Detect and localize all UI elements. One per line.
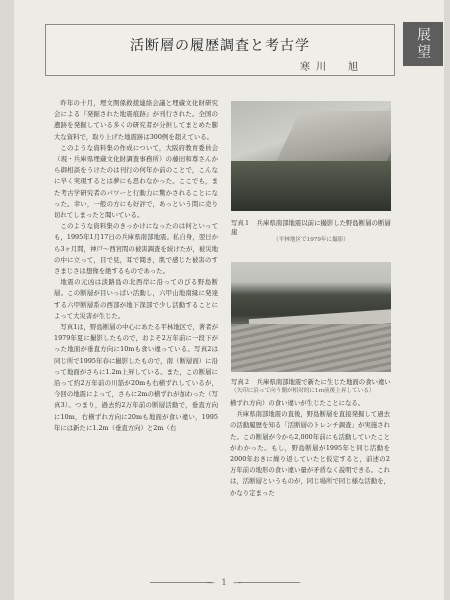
paragraph: このような資料集の作成について，大阪府教育委員会（現・兵庫県埋蔵文化財調査事務所）の藤田和尊さんから御相談をうけたのは刊行の何年か前のことで，こんなに早く実現するとは夢にも思わなかった。ここでも，また考古学研究者のパワーと行動力に驚かされることになった。幸い，一般の方にも好評で，あっという間に売り切れてしまったと聞いている。 bbox=[54, 143, 218, 220]
article-title: 活断層の履歴調査と考古学 bbox=[130, 38, 310, 54]
title-box bbox=[45, 24, 395, 76]
paragraph: 地震の元凶は淡路島の北西岸に沿ってのびる野島断層。この断層が目いっぱい活動し，六甲山地南縁に発達する六甲断層系の西部が地下深部で少し活動することによって大災害が生じた。 bbox=[54, 278, 218, 320]
rice-field bbox=[231, 324, 391, 372]
author-name: 寒川 旭 bbox=[300, 62, 364, 73]
left-column bbox=[54, 98, 218, 566]
paragraph: 横ずれ方向）の食い違いが生じたことになる。 bbox=[230, 399, 365, 407]
photo-2-ground-offset bbox=[231, 262, 391, 372]
page-number: — 1 — bbox=[206, 578, 244, 587]
paragraph: 昨年の十月，埋文関係救援連絡会議と埋蔵文化財研究会による『発掘された地震痕跡』が刊行された。全国の遺跡を発掘している多くの研究者が分担してまとめた膨大な資料で，取り上げた地震跡は300例を超えている。 bbox=[54, 99, 218, 141]
caption-title: 写真２ 兵庫県南部地震で新たに生じた地面の食い違い bbox=[231, 378, 391, 386]
photo-1-caption bbox=[231, 219, 391, 245]
photo-2-caption bbox=[231, 378, 391, 395]
section-tab: 展望 bbox=[403, 22, 443, 66]
caption-note: （平林地区で1979年に撮影） bbox=[273, 237, 349, 243]
paragraph: このような資料集のきっかけになったのは何といっても，1995年1月17日の兵庫県南部地震。私自身，翌日から3ヶ月間，神戸～西宮間の被害調査を続けたが，被災地の中に立って，目で見，耳で聞き，肌で感じた被害のすさまじさは想像を絶するものであった。 bbox=[54, 222, 218, 276]
paragraph: 写真1は，野島断層の中心にあたる平林地区で，著者が1979年夏に撮影したもので，およそ2万年前に一段下がった地面が垂直方向に10mも食い違っている。写真2は同じ所で1995年春に撮影したもので，南（断層面）に沿って地面がさらに1.2m上昇している。また，この断層に沿って約2万年前の川筋が20mも右横ずれしているが，今回の地震によって，さらに2mの横ずれが加わった（写真3）。つまり，過去約2万年前の断層活動で，垂直方向に10m，右横ずれ方向に20mも地面が食い違い，1995年には新たに1.2m（垂直方向）と2m（右 bbox=[54, 323, 218, 432]
caption-note: （矢印に沿って向う側が相対的に1ｍ前後上昇している） bbox=[231, 387, 375, 394]
paragraph: 兵庫県南部地震の直後，野島断層を直接発掘して過去の活動履歴を知る「活断層のトレンチ調査」が実施された。この断層が今から2,000年前にも活動していたことがわかった。もし，野島断層が1995年と同じ活動を2000年おきに繰り返していたと仮定すると，前述の2万年前の地形の食い違い量が矛盾なく説明できる。これは，活断層というものが，同じ場所で同じ様な活動を，かなり定まった bbox=[230, 410, 390, 497]
caption-title: 写真１ 兵庫県南部地震以前に撮影した野島断層の断層崖 bbox=[231, 219, 391, 236]
vegetation bbox=[231, 161, 391, 211]
right-column bbox=[230, 398, 390, 568]
photo-1-fault-scarp bbox=[231, 101, 391, 211]
